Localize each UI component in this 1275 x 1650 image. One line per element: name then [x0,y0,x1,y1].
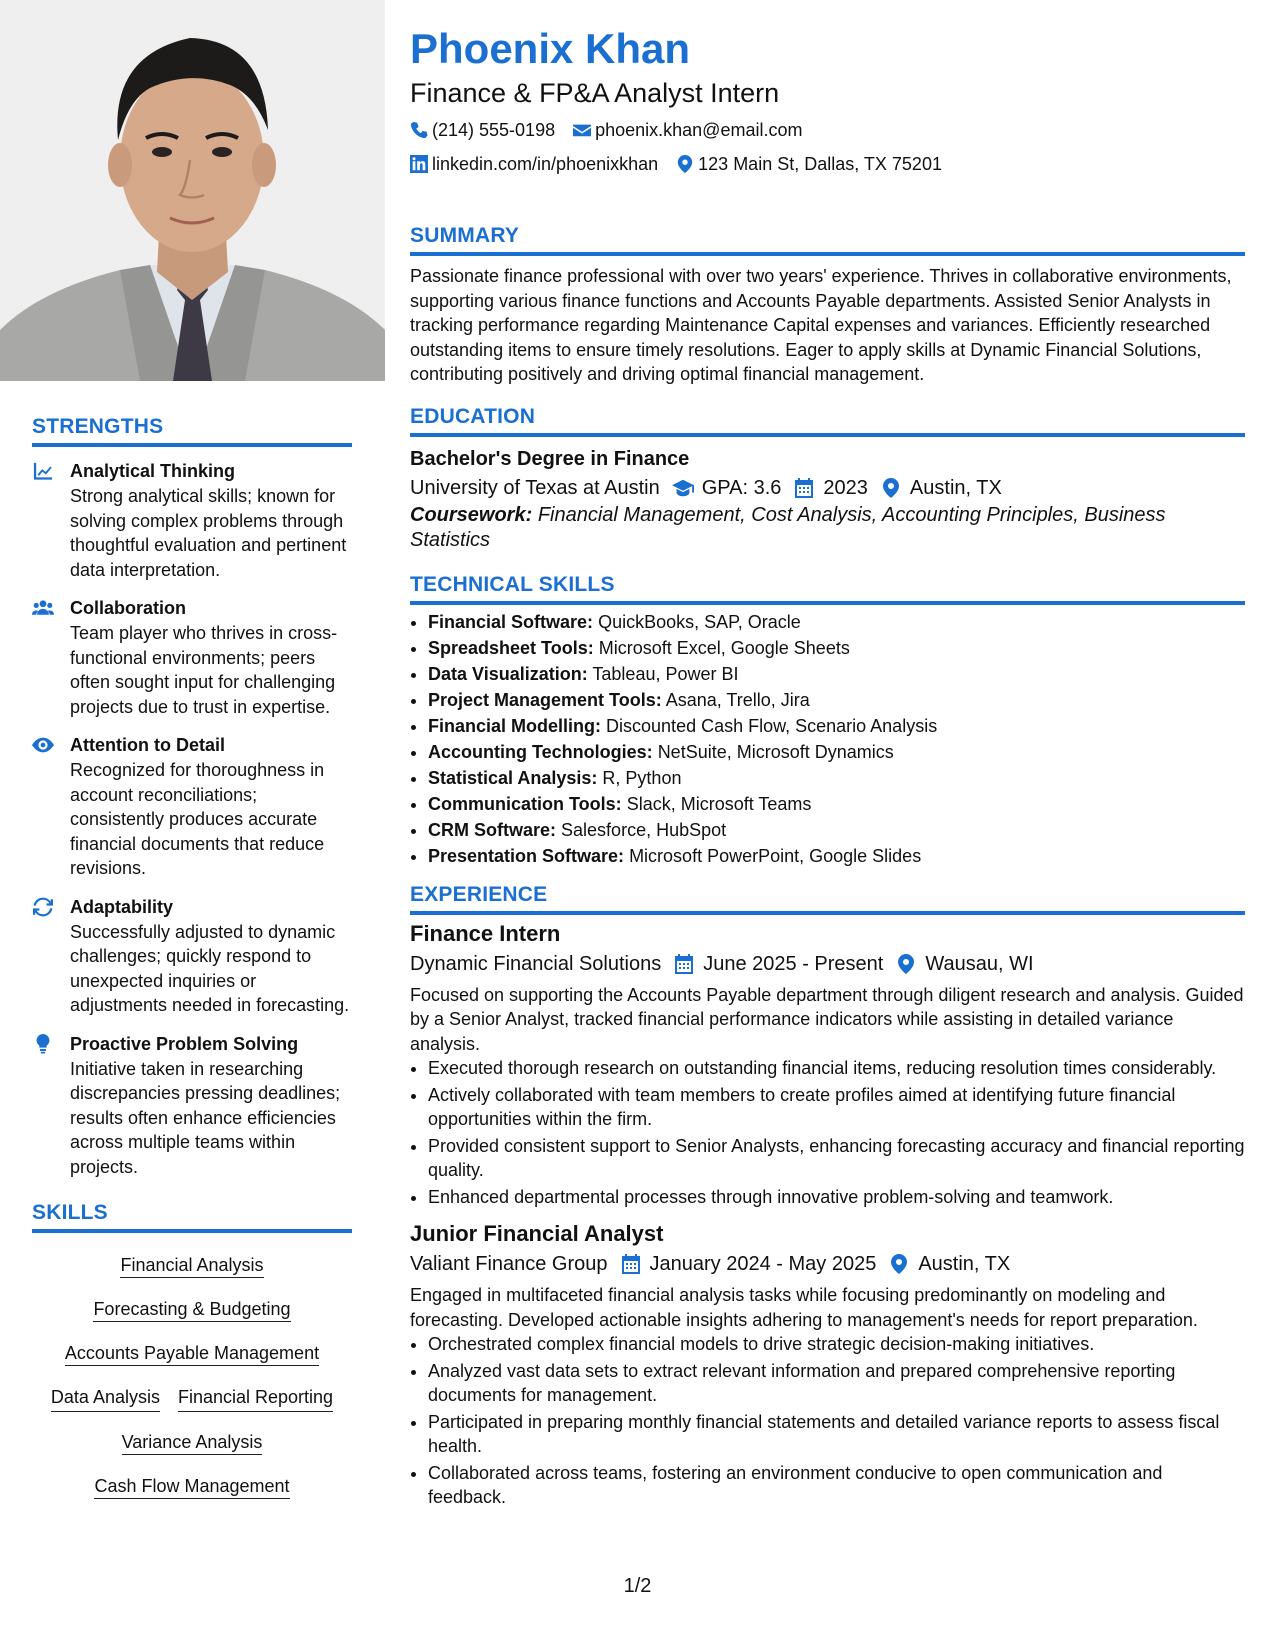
job-bullets [410,1056,1245,1209]
list-item: • Presentation Software: Microsoft PowerPoint, Google Slides [428,843,1245,869]
job-meta [410,949,1245,979]
list-item: • Data Visualization: Tableau, Power BI [428,661,1245,687]
map-pin-icon [880,478,902,498]
skill-tag: Forecasting & Budgeting [93,1299,290,1322]
experience-heading: EXPERIENCE [410,883,1245,915]
skills-list [32,1233,352,1506]
lightbulb-icon [32,1034,54,1054]
calendar-icon [793,478,815,498]
grad-year: 2023 [823,476,868,499]
list-item: • Accounting Technologies: NetSuite, Microsoft Dynamics [428,739,1245,765]
candidate-name: Phoenix Khan [410,25,691,72]
strength-desc: Team player who thrives in cross-functional environments; peers often sought input for challenging projects due to trust in expertise. [70,623,338,717]
envelope-icon [573,121,591,139]
list-item: • Actively collaborated with team members to create profiles aimed at identifying future financial opportunities within the firm. [428,1083,1245,1132]
summary-heading: SUMMARY [410,224,1245,256]
education-heading: EDUCATION [410,405,1245,437]
skill-tag: Data Analysis [51,1379,160,1412]
skill-tag: Accounts Payable Management [65,1343,319,1366]
coursework [410,503,1245,553]
job-meta [410,1249,1245,1279]
list-item: • Financial Modelling: Discounted Cash Flow, Scenario Analysis [428,713,1245,739]
phone[interactable] [410,120,555,141]
calendar-icon [673,954,695,974]
skills-heading: SKILLS [32,1201,352,1233]
list-item: • Enhanced departmental processes through innovative problem-solving and teamwork. [428,1185,1245,1210]
map-pin-icon [676,155,694,173]
job-entry [410,1219,1245,1510]
job-entry [410,919,1245,1210]
list-item: • Executed thorough research on outstanding financial items, reducing resolution times considerably. [428,1056,1245,1081]
linkedin-text: linkedin.com/in/phoenixkhan [432,153,659,174]
calendar-icon [620,1254,642,1274]
skill-tag: Financial Analysis [120,1255,263,1278]
strength-title: Adaptability [70,896,174,917]
company: Valiant Finance Group [410,1253,608,1275]
list-item: • Participated in preparing monthly financial statements and detailed variance reports to assess fiscal health. [428,1410,1245,1459]
list-item: • CRM Software: Salesforce, HubSpot [428,817,1245,843]
phone-text: (214) 555-0198 [432,119,556,140]
job-title: Junior Financial Analyst [410,1221,664,1246]
list-item: • Provided consistent support to Senior Analysts, enhancing forecasting accuracy and financial reporting quality. [428,1134,1245,1183]
education-meta [410,473,1245,503]
list-item: • Financial Software: QuickBooks, SAP, Oracle [428,609,1245,635]
strength-title: Analytical Thinking [70,461,236,481]
graduation-cap-icon [672,478,694,498]
strengths-heading: STRENGTHS [32,415,352,447]
eye-icon [32,735,54,755]
contact-row [410,116,1245,144]
technical-skills-list [410,609,1245,869]
strength-title: Attention to Detail [70,735,225,755]
left-column [0,0,385,1650]
technical-skills-section [410,573,1245,869]
experience-section [410,883,1245,1510]
list-item: • Collaborated across teams, fostering an environment conducive to open communication and feedback. [428,1461,1245,1510]
job-description: Focused on supporting the Accounts Payable department through diligent research and analysis. Guided by a Senior Analyst, tracked financial performance indicators while assisting in detailed variance analysis. [410,984,1244,1054]
list-item: • Project Management Tools: Asana, Trello, Jira [428,687,1245,713]
email[interactable] [573,120,802,141]
users-icon [32,598,54,618]
linkedin-icon [410,155,428,173]
edu-location: Austin, TX [909,476,1002,499]
list-item: • Orchestrated complex financial models to drive strategic decision-making initiatives. [428,1332,1245,1357]
gpa: GPA: 3.6 [701,476,782,499]
technical-skills-heading: TECHNICAL SKILLS [410,573,1245,605]
list-item: • Statistical Analysis: R, Python [428,765,1245,791]
address-text: 123 Main St, Dallas, TX 75201 [698,153,942,174]
strength-item [32,459,352,582]
degree: Bachelor's Degree in Finance [410,447,690,470]
list-item: • Communication Tools: Slack, Microsoft Teams [428,791,1245,817]
job-description: Engaged in multifaceted financial analysis tasks while focusing predominantly on modeling and forecasting. Developed actionable insights adhering to management's needs for report preparation. [410,1285,1198,1330]
strength-item [32,1032,352,1180]
profile-photo [0,0,385,381]
strength-desc: Initiative taken in researching discrepancies pressing deadlines; results often enhance efficiencies across multiple teams within projects. [70,1058,341,1177]
sync-icon [32,897,54,917]
school: University of Texas at Austin [410,476,660,499]
strength-item [32,596,352,719]
job-dates: June 2025 - Present [703,952,884,975]
strength-item [32,733,352,881]
job-location: Wausau, WI [925,952,1034,975]
page-number: 1/2 [623,1575,652,1597]
linkedin[interactable] [410,154,658,175]
list-item: • Analyzed vast data sets to extract relevant information and prepared comprehensive reporting documents for management. [428,1359,1245,1408]
strengths-list [32,459,352,1179]
left-content [32,415,352,1506]
strength-desc: Recognized for thoroughness in account reconciliations; consistently produces accurate financial documents that reduce revisions. [70,760,325,878]
skill-tag: Variance Analysis [122,1432,263,1455]
candidate-role: Finance & FP&A Analyst Intern [410,78,780,108]
company: Dynamic Financial Solutions [410,952,662,975]
job-bullets [410,1332,1245,1510]
coursework-text: Financial Management, Cost Analysis, Accounting Principles, Business Statistics [410,503,1166,551]
strength-title: Collaboration [70,598,186,618]
chart-line-icon [32,461,54,481]
phone-icon [410,121,428,139]
strength-item [32,895,352,1018]
strength-title: Proactive Problem Solving [70,1033,299,1054]
email-text: phoenix.khan@email.com [595,119,803,140]
right-column [410,22,1245,1520]
summary-section [410,224,1245,387]
strength-desc: Strong analytical skills; known for solving complex problems through thoughtful evaluation and pertinent data interpretation. [70,486,347,580]
education-section [410,405,1245,553]
list-item: • Spreadsheet Tools: Microsoft Excel, Google Sheets [428,635,1245,661]
skill-tag: Financial Reporting [178,1379,333,1412]
job-dates: January 2024 - May 2025 [649,1253,877,1275]
summary-text: Passionate finance professional with over two years' experience. Thrives in collaborative environments, supporting various finance functions and Accounts Payable departments. Assisted Senior Analysts in tracking performance regarding Maintenance Capital expenses and variances. Efficiently researched outstanding items to ensure timely resolutions. Eager to apply skills at Dynamic Financial Solutions, contributing positively and driving optimal financial management. [410,266,1232,384]
address [676,154,942,175]
job-title: Finance Intern [410,920,561,946]
skill-tag: Cash Flow Management [94,1476,289,1499]
contact-row [410,150,1245,178]
job-location: Austin, TX [918,1253,1011,1275]
map-pin-icon [888,1254,910,1274]
coursework-label: Coursework: [410,503,533,526]
map-pin-icon [895,954,917,974]
strength-desc: Successfully adjusted to dynamic challenges; quickly respond to unexpected inquiries or adjustments needed in forecasting. [70,921,350,1015]
